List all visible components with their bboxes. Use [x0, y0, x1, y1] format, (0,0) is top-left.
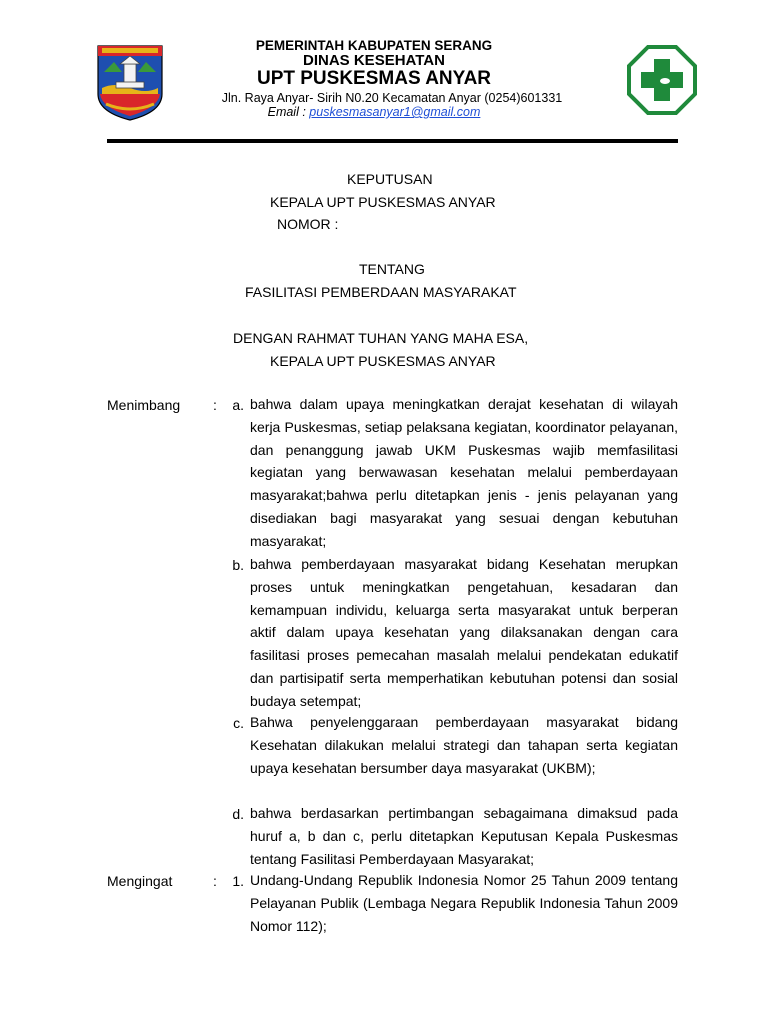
menimbang-colon: : — [213, 397, 217, 413]
decree-subject: FASILITASI PEMBERDAAN MASYARAKAT — [245, 284, 517, 300]
email-label: Email : — [267, 105, 310, 119]
menimbang-item-d-text: bahwa berdasarkan pertimbangan sebagaimana dimaksud pada huruf a, b dan c, perlu ditetapkan Keputusan Kepala Puskesmas tentang Fasilitasi Pemberdayaan Masyarakat; — [250, 805, 678, 867]
mengingat-colon: : — [213, 873, 217, 889]
menimbang-item-d-mark: d. — [232, 806, 244, 822]
menimbang-item-b-text: bahwa pemberdayaan masyarakat bidang Kesehatan merupkan proses untuk meningkatkan pengetahuan, kesadaran dan kemampuan individu, keluarga serta masyarakat untuk berperan aktif dalam upaya kesehatan yang dilaksanakan dengan cara fasilitasi proses pemecahan masalah melalui pendekatan edukatif dan partisipatif serta memperhatikan kebutuhan potensi dan sosial budaya setempat; — [250, 556, 678, 709]
letterhead-government: PEMERINTAH KABUPATEN SERANG — [255, 38, 493, 53]
decree-number: NOMOR : — [277, 216, 339, 232]
menimbang-item-c-mark: c. — [233, 715, 244, 731]
decree-issuer: KEPALA UPT PUSKESMAS ANYAR — [270, 194, 496, 210]
puskesmas-cross-icon — [627, 45, 697, 115]
menimbang-item-a-mark: a. — [232, 397, 244, 413]
letterhead-institution: UPT PUSKESMAS ANYAR — [256, 68, 492, 89]
decree-issuer-repeat: KEPALA UPT PUSKESMAS ANYAR — [270, 353, 496, 369]
mengingat-item-1-text: Undang-Undang Republik Indonesia Nomor 25 Tahun 2009 tentang Pelayanan Publik (Lembaga Negara Republik Indonesia Tahun 2009 Nomor 112); — [250, 872, 678, 934]
email-link[interactable]: puskesmasanyar1@gmail.com — [309, 105, 481, 119]
decree-heading: KEPUTUSAN — [347, 171, 433, 187]
menimbang-item-b-mark: b. — [232, 557, 244, 573]
letterhead-address: Jln. Raya Anyar- Sirih N0.20 Kecamatan Anyar (0254)601331 — [221, 91, 563, 105]
letterhead-divider — [107, 139, 678, 143]
menimbang-item-a-text: bahwa dalam upaya meningkatkan derajat kesehatan di wilayah kerja Puskesmas, setiap pelaksana kegiatan, koordinator pelayanan, dan penanggung jawab UKM Puskesmas wajib memfasilitasi kegiatan yang berwawasan kesehatan melalui pemberdayaan masyarakat;bahwa perlu ditetapkan jenis - jenis pelayanan yang disediakan bagi masyarakat yang sesuai dengan kebutuhan masyarakat; — [250, 396, 678, 549]
decree-invocation: DENGAN RAHMAT TUHAN YANG MAHA ESA, — [233, 330, 529, 346]
menimbang-label: Menimbang — [107, 397, 181, 413]
mengingat-item-1-mark: 1. — [232, 873, 244, 889]
decree-about-label: TENTANG — [359, 261, 425, 277]
mengingat-label: Mengingat — [107, 873, 173, 889]
menimbang-item-c-text: Bahwa penyelenggaraan pemberdayaan masyarakat bidang Kesehatan dilakukan melalui strategi dan tahapan serta kegiatan upaya kesehatan bersumber daya masyarakat (UKBM); — [250, 714, 678, 776]
letterhead-department: DINAS KESEHATAN — [303, 52, 445, 69]
